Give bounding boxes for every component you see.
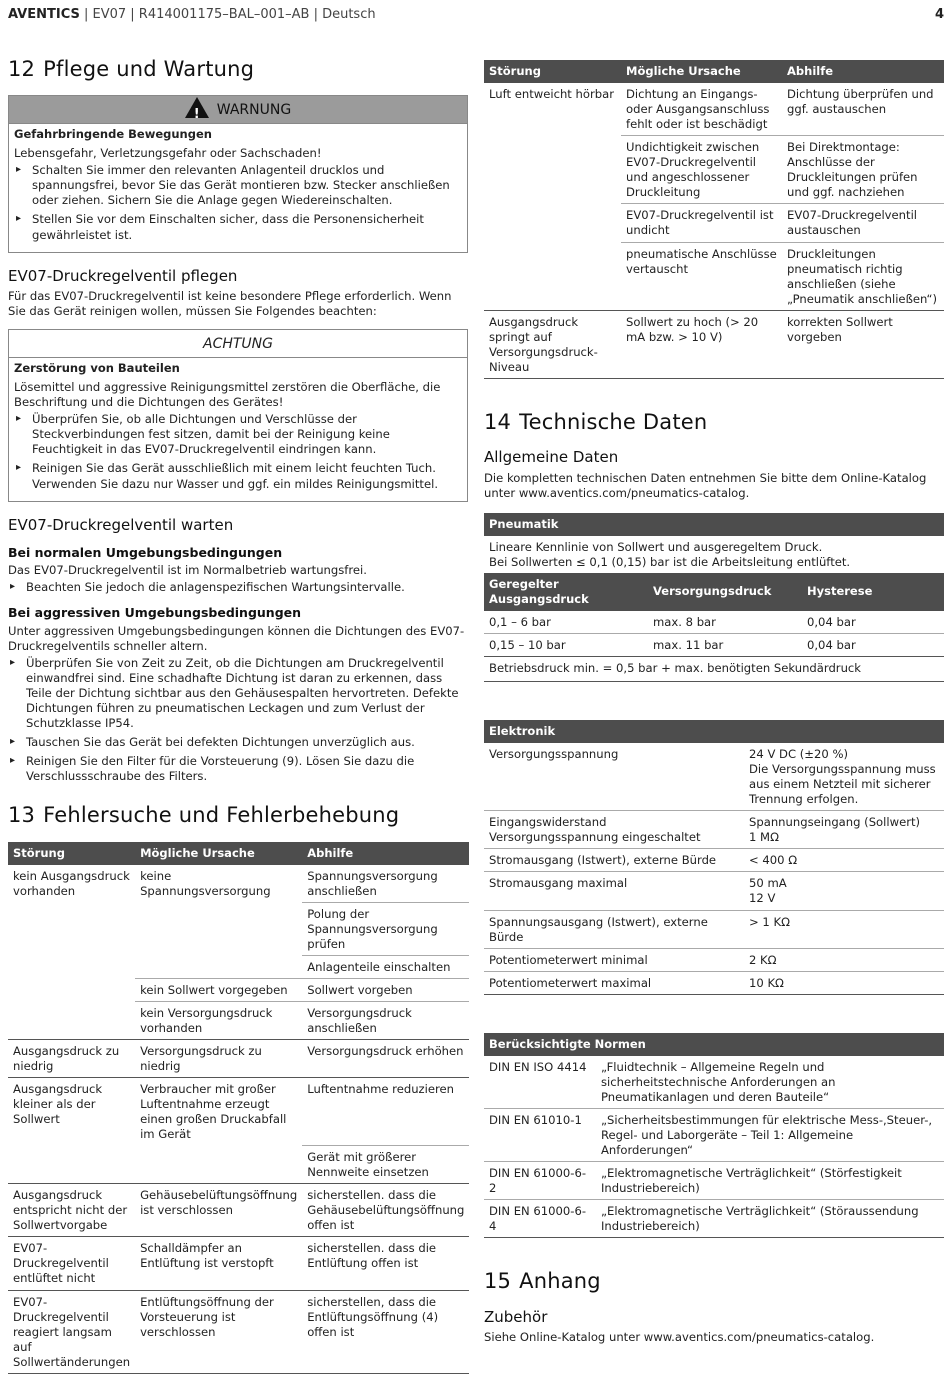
list-item: ▸ Beachten Sie jedoch die anlagenspezifischen Wartungsintervalle. (8, 580, 468, 595)
warning-text: Lebensgefahr, Verletzungsgefahr oder Sachschaden! (14, 146, 322, 161)
page-header (8, 7, 944, 27)
table-row: DIN EN ISO 4414 „Fluidtechnik – Allgemeine Regeln und sicherheitstechnische Anforderungen an Pneumatikanlagen und deren Bauteile“ (484, 1056, 944, 1109)
troubleshooting-table-continued (484, 60, 944, 379)
table-row: Ausgangsdruck kleiner als der Sollwert Verbraucher mit großer Luftentnahme erzeugt einen großen Druckabfall im Gerät Luftentnahme reduzieren (8, 1078, 469, 1146)
accessories-heading: Zubehör (484, 1307, 548, 1326)
doc-id: | EV07 | R414001175–BAL–001–AB | Deutsch (79, 7, 376, 22)
aggressive-conditions-heading: Bei aggressiven Umgebungsbedingungen (8, 605, 302, 621)
table-row: Ausgangsdruck springt auf Versorgungsdruck-Niveau Sollwert zu hoch (> 20 mA bzw. > 10 V) korrekten Sollwert vorgeben (484, 310, 944, 378)
table-row: EV07-Druckregelventil ist undicht EV07-Druckregelventil austauschen (484, 204, 944, 242)
list-item: ▸ Tauschen Sie das Gerät bei defekten Dichtungen unverzüglich aus. (8, 735, 468, 750)
table-row: Stromausgang (Istwert), externe Bürde < 400 Ω (484, 849, 944, 872)
column-header: Abhilfe (782, 60, 944, 83)
column-header: Hysterese (802, 573, 944, 611)
aggressive-conditions-text: Unter aggressiven Umgebungsbedingungen können die Dichtungen des EV07-Druckregelventils schneller altern. (8, 623, 465, 653)
pneumatics-text: Bei Sollwerten ≤ 0,1 (0,15) bar ist die Arbeitsleitung entlüftet. (489, 554, 851, 569)
section-12-heading: 12 Pflege und Wartung (8, 57, 255, 81)
electronics-header: Elektronik (484, 720, 944, 743)
normal-conditions-text: Das EV07-Druckregelventil ist im Normalbetrieb wartungsfrei. (8, 563, 367, 578)
table-row: Stromausgang maximal 50 mA 12 V (484, 872, 944, 910)
normal-list (8, 580, 468, 595)
caution-text: Lösemittel und aggressive Reinigungsmittel zerstören die Oberfläche, die Beschriftung und die Dichtungen des Gerätes! (14, 380, 441, 410)
pneumatics-table (484, 573, 944, 679)
troubleshooting-table (8, 842, 469, 1374)
warning-header: !WARNUNG (9, 96, 467, 124)
aggressive-list (8, 656, 468, 785)
section-13-heading: 13 Fehlersuche und Fehlerbehebung (8, 803, 400, 828)
table-row: Ausgangsdruck entspricht nicht der Sollwertvorgabe Gehäusebelüftungsöffnung ist verschlossen sicherstellen. dass die Gehäusebelüftungsöffnung offen ist (8, 1184, 469, 1237)
left-column (8, 56, 468, 1374)
brand: AVENTICS (8, 7, 80, 22)
table-row: Potentiometerwert minimal 2 KΩ (484, 948, 944, 971)
list-item: ▸ Überprüfen Sie von Zeit zu Zeit, ob die Dichtungen am Druckregelventil einwandfrei sind. Eine schadhafte Dichtung ist daran zu erkennen, dass Teile der Dichtung sichtbar aus den Gehäusespalten hervortreten. Defekte Dichtungen führen zu pneumatischen Leckagen und zum Verlust der Schutzklasse IP54. (8, 656, 468, 731)
column-header: Geregelter Ausgangsdruck (484, 573, 648, 611)
table-row: kein Sollwert vorgegeben Sollwert vorgeben (8, 978, 469, 1001)
table-row: DIN EN 61010-1 „Sicherheitsbestimmungen für elektrische Mess-,Steuer-, Regel- und Laborgeräte – Teil 1: Allgemeine Anforderungen“ (484, 1108, 944, 1161)
column-header: Abhilfe (302, 842, 469, 865)
list-item: ▸ Überprüfen Sie, ob alle Dichtungen und Verschlüsse der Steckverbindungen fest sitzen, damit bei der Reinigung keine Feuchtigkeit in das EV07-Druckregelventil eindringen kann. (14, 412, 462, 457)
column-header: Mögliche Ursache (621, 60, 782, 83)
page-number: 4 (934, 7, 944, 22)
caution-list (14, 412, 462, 491)
table-row: kein Ausgangsdruck vorhanden keine Spannungsversorgung Spannungsversorgung anschließen (8, 865, 469, 903)
column-header: Mögliche Ursache (135, 842, 302, 865)
table-row: Luft entweicht hörbar Dichtung an Eingangs- oder Ausgangsanschluss fehlt oder ist beschädigt Dichtung überprüfen und ggf. austauschen (484, 83, 944, 136)
column-header: Störung (484, 60, 621, 83)
caution-header: ACHTUNG (9, 330, 467, 358)
warning-list (14, 163, 462, 242)
pneumatics-text: Lineare Kennlinie von Sollwert und ausgeregeltem Druck. (489, 539, 823, 554)
standards-table (484, 1056, 944, 1239)
standards-header: Berücksichtigte Normen (484, 1033, 944, 1056)
warning-title: Gefahrbringende Bewegungen (14, 127, 212, 142)
warning-triangle-icon (185, 97, 209, 118)
list-item: ▸ Reinigen Sie das Gerät ausschließlich mit einem leicht feuchten Tuch. Verwenden Sie dazu nur Wasser und ggf. ein mildes Reinigungsmittel. (14, 461, 462, 491)
table-row: 0,15 – 10 bar max. 11 bar 0,04 bar (484, 633, 944, 656)
list-item: ▸ Stellen Sie vor dem Einschalten sicher, dass die Personensicherheit gewährleistet ist. (14, 212, 462, 242)
electronics-table (484, 743, 944, 995)
table-row: Eingangswiderstand Versorgungsspannung eingeschaltet Spannungseingang (Sollwert) 1 MΩ (484, 811, 944, 849)
accessories-text: Siehe Online-Katalog unter www.aventics.com/pneumatics-catalog. (484, 1330, 875, 1345)
normal-conditions-heading: Bei normalen Umgebungsbedingungen (8, 545, 283, 561)
table-row: Versorgungsspannung 24 V DC (±20 %) Die Versorgungsspannung muss aus einem Netzteil mit sicherer Trennung erfolgen. (484, 743, 944, 811)
table-row: DIN EN 61000-6-4 „Elektromagnetische Verträglichkeit“ (Störaussendung Industriebereich) (484, 1200, 944, 1238)
warning-box (8, 95, 468, 252)
list-item: ▸ Schalten Sie immer den relevanten Anlagenteil drucklos und spannungsfrei, bevor Sie das Gerät montieren bzw. Stecker anschließen oder ziehen. Sichern Sie die Anlage gegen Wiedereinschalten. (14, 163, 462, 208)
table-row: DIN EN 61000-6-2 „Elektromagnetische Verträglichkeit“ (Störfestigkeit Industriebereich) (484, 1162, 944, 1200)
table-row: Gerät mit größerer Nennweite einsetzen (8, 1146, 469, 1184)
caution-title: Zerstörung von Bauteilen (14, 361, 180, 376)
general-data-heading: Allgemeine Daten (484, 448, 619, 467)
maintenance-heading: EV07-Druckregelventil warten (8, 515, 234, 534)
caution-box (8, 329, 468, 501)
table-row: EV07-Druckregelventil entlüftet nicht Schalldämpfer an Entlüftung ist verstopft sicherstellen. dass die Entlüftung offen ist (8, 1237, 469, 1290)
pneumatics-header: Pneumatik (484, 513, 944, 536)
table-row: pneumatische Anschlüsse vertauscht Druckleitungen pneumatisch richtig anschließen (siehe „Pneumatik anschließen“) (484, 242, 944, 310)
right-column (484, 60, 944, 1347)
table-row: Ausgangsdruck zu niedrig Versorgungsdruck zu niedrig Versorgungsdruck erhöhen (8, 1040, 469, 1078)
general-data-text: Die kompletten technischen Daten entnehmen Sie bitte dem Online-Katalog unter www.aventics.com/pneumatics-catalog. (484, 470, 927, 500)
table-row: Polung der Spannungsversorgung prüfen (8, 902, 469, 955)
care-text: Für das EV07-Druckregelventil ist keine besondere Pflege erforderlich. Wenn Sie das Gerät reinigen wollen, müssen Sie Folgendes beachten: (8, 289, 452, 319)
table-row: Spannungsausgang (Istwert), externe Bürde > 1 KΩ (484, 910, 944, 948)
column-header: Störung (8, 842, 135, 865)
section-14-heading: 14 Technische Daten (484, 410, 708, 434)
table-row: kein Versorgungsdruck vorhanden Versorgungsdruck anschließen (8, 1002, 469, 1040)
list-item: ▸ Reinigen Sie den Filter für die Vorsteuerung (9). Lösen Sie dazu die Verschlussschraube des Filters. (8, 754, 468, 784)
table-row: Undichtigkeit zwischen EV07-Druckregelventil und angeschlossener Druckleitung Bei Direktmontage: Anschlüsse der Druckleitungen prüfen und ggf. nachziehen (484, 136, 944, 204)
care-heading: EV07-Druckregelventil pflegen (8, 266, 238, 285)
table-row: Potentiometerwert maximal 10 KΩ (484, 971, 944, 994)
column-header: Versorgungsdruck (648, 573, 802, 611)
table-row: 0,1 – 6 bar max. 8 bar 0,04 bar (484, 611, 944, 634)
table-row: EV07-Druckregelventil reagiert langsam auf Sollwertänderungen Entlüftungsöffnung der Vorsteuerung ist verschlossen sicherstellen, dass die Entlüftungsöffnung (4) offen ist (8, 1290, 469, 1373)
table-row: Anlagenteile einschalten (8, 955, 469, 978)
section-15-heading: 15 Anhang (484, 1269, 601, 1294)
pneumatics-footer: Betriebsdruck min. = 0,5 bar + max. benötigten Sekundärdruck (489, 660, 862, 675)
table-row (484, 656, 944, 679)
